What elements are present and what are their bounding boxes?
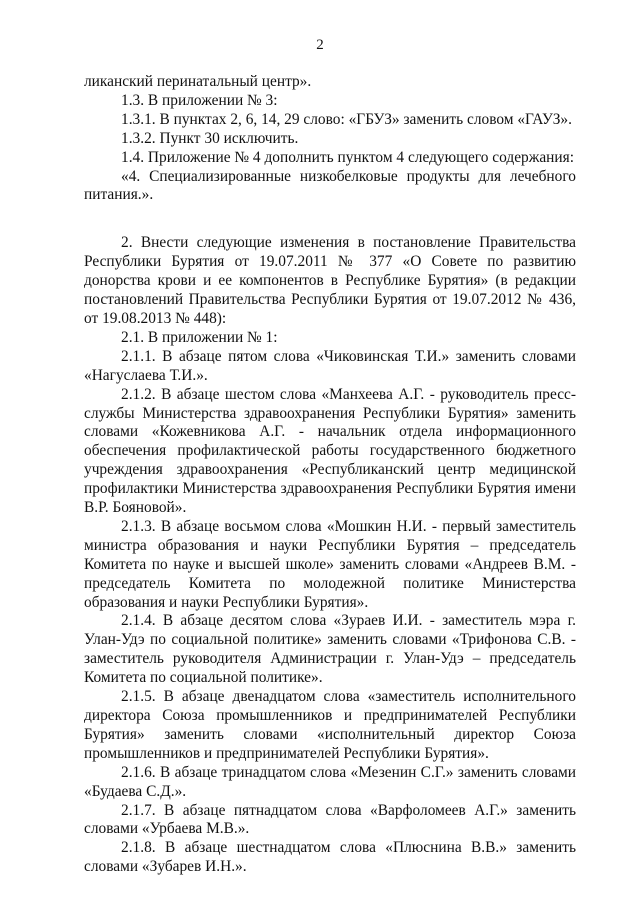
paragraph-1-3: 1.3. В приложении № 3: [121,91,278,109]
paragraph-1-4: 1.4. Приложение № 4 дополнить пунктом 4 следующего содержания: [121,148,575,166]
paragraph-1-4-item-4: «4. Специализированные низкобелковые продукты для лечебного питания.». [84,167,576,204]
paragraph-1-3-2: 1.3.2. Пункт 30 исключить. [121,129,299,147]
paragraph-2-1-5: 2.1.5. В абзаце двенадцатом слова «заместитель исполнительного директора Союза промышленников и предпринимателей Республики Бурятия» заменить словами «исполнительный директор Союза промышленников и предпринимателей Республики Бурятия». [84,688,576,762]
paragraph-2-1-2: 2.1.2. В абзаце шестом слова «Манхеева А.Г. - руководитель пресс-службы Министерства здравоохранения Республики Бурятия» заменить словами «Кожевникова А.Г. - начальник отдела информационного обеспечения профилактической работы государственного бюджетного учреждения здравоохранения «Республиканский центр медицинской профилактики Министерства здравоохранения Республики Бурятия имени В.Р. Бояновой». [84,385,576,517]
paragraph-2-1: 2.1. В приложении № 1: [121,328,278,346]
paragraph-continuation: ликанский перинатальный центр». [84,73,312,90]
paragraph-gap [84,205,576,234]
paragraph-2-1-3: 2.1.3. В абзаце восьмом слова «Мошкин Н.И. - первый заместитель министра образования и науки Республики Бурятия – председатель Комитета по науке и высшей школе» заменить словами «Андреев В.М. - председатель Комитета по молодежной политике Министерства образования и науки Республики Бурятия». [84,517,576,611]
paragraph-2: 2. Внести следующие изменения в постановление Правительства Республики Бурятия от 19.07.2011 № 377 «О Совете по развитию донорства крови и ее компонентов в Республике Бурятия» (в редакции постановлений Правительства Республики Бурятия от 19.07.2012 № 436, от 19.08.2013 № 448): [84,234,576,327]
paragraph-2-1-8: 2.1.8. В абзаце шестнадцатом слова «Плюснина В.В.» заменить словами «Зубарев И.Н.». [84,839,576,876]
paragraph-2-1-6: 2.1.6. В абзаце тринадцатом слова «Мезенин С.Г.» заменить словами «Будаева С.Д.». [84,763,576,800]
paragraph-2-1-4: 2.1.4. В абзаце десятом слова «Зураев И.И. - заместитель мэра г. Улан-Удэ по социальной политике» заменить словами «Трифонова С.В. - заместитель руководителя Администрации г. Улан-Удэ – председатель Комитета по социальной политике». [84,612,576,687]
paragraph-1-3-1: 1.3.1. В пунктах 2, 6, 14, 29 слово: «ГБУЗ» заменить словом «ГАУЗ». [121,110,572,128]
paragraph-2-1-7: 2.1.7. В абзаце пятнадцатом слова «Варфоломеев А.Г.» заменить словами «Урбаева М.В.». [84,801,576,838]
page-number: 2 [316,37,324,53]
paragraph-2-1-1: 2.1.1. В абзаце пятом слова «Чиковинская Т.И.» заменить словами «Нагуслаева Т.И.». [84,347,576,384]
document-body [84,73,576,877]
